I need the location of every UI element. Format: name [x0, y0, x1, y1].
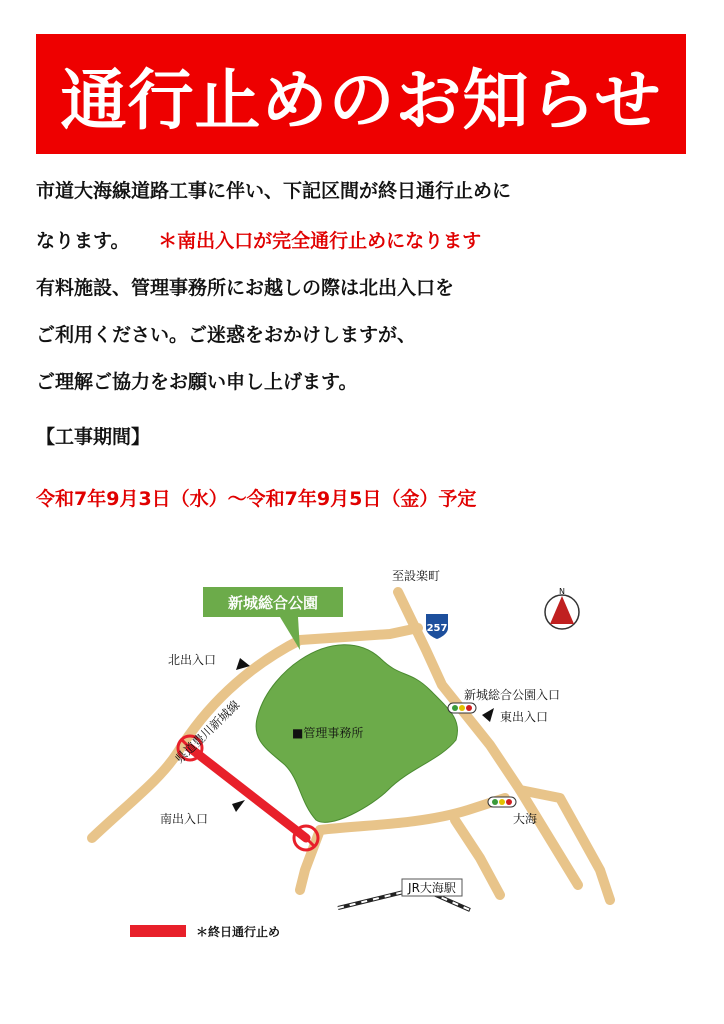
page-title: 通行止めのお知らせ: [60, 61, 662, 139]
notice-line-2: [36, 226, 481, 253]
area-map: [0, 540, 724, 960]
east-entrance-arrow-icon: [482, 708, 494, 722]
compass-north-icon: [545, 587, 579, 629]
park-entrance-label: 新城総合公園入口: [464, 688, 561, 702]
prefectural-road-label: 県道豊川新城線: [172, 697, 243, 767]
notice-line-2-text: なります。: [36, 230, 130, 252]
to-shitara-label: 至設楽町: [392, 569, 441, 583]
notice-line-4: ご利用ください。ご迷惑をおかけしますが、: [36, 324, 417, 346]
traffic-light-ohmi-icon: [488, 797, 516, 807]
management-office-label: ■管理事務所: [292, 726, 364, 740]
notice-line-5: ご理解ご協力をお願い申し上げます。: [36, 371, 358, 393]
notice-line-1: 市道大海線道路工事に伴い、下記区間が終日通行止めに: [36, 180, 512, 202]
jr-station-label: JR大海駅: [408, 881, 456, 895]
ohmi-label: 大海: [513, 812, 538, 826]
legend-label: ＊終日通行止め: [196, 925, 281, 939]
compass-n-label: N: [559, 587, 565, 596]
route-number: 257: [426, 623, 448, 634]
north-entrance-label: 北出入口: [168, 653, 217, 667]
east-entrance-label: 東出入口: [500, 710, 549, 724]
south-entrance-label: 南出入口: [160, 812, 209, 826]
park-name-label: 新城総合公園: [227, 594, 319, 612]
traffic-light-park-entrance-icon: [448, 703, 476, 713]
title-banner: [36, 34, 686, 154]
notice-line-3: 有料施設、管理事務所にお越しの際は北出入口を: [36, 277, 455, 299]
route-257-shield: [426, 614, 448, 639]
south-entrance-closure-note: ＊南出入口が完全通行止めになります: [158, 230, 482, 252]
legend-swatch: [130, 925, 186, 937]
south-entrance-arrow-icon: [232, 800, 245, 812]
period-heading: 【工事期間】: [36, 426, 151, 448]
period-dates: 令和7年9月3日（水）～令和7年9月5日（金）予定: [36, 488, 477, 510]
